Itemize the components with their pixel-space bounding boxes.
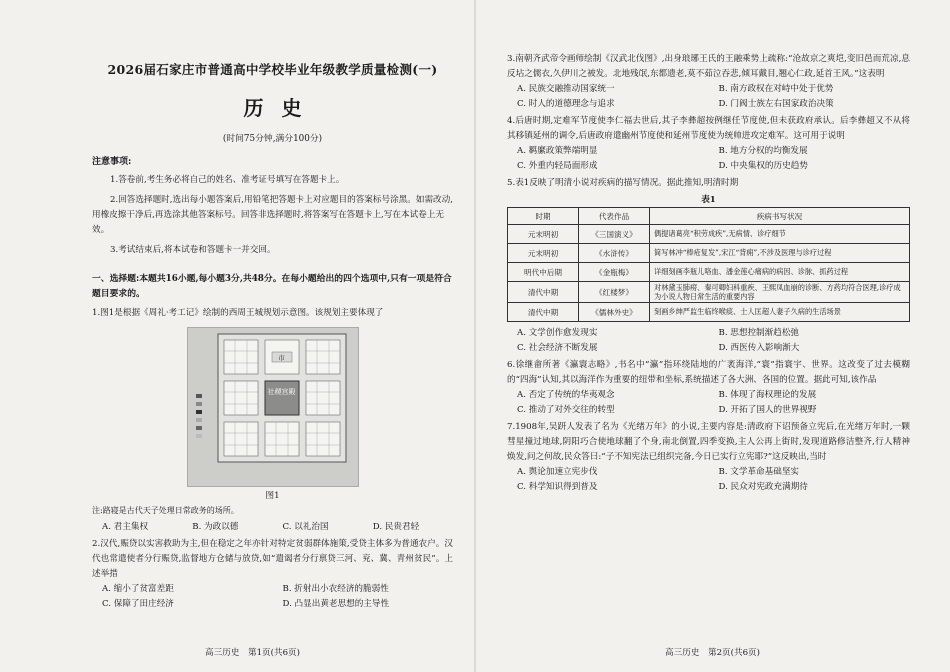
question-6-options: [507, 388, 910, 418]
table-row: [508, 244, 910, 263]
option-c: C. 时人的道德理念与追求: [517, 99, 615, 109]
option-d: D. 门阀士族左右国家政治决策: [718, 99, 834, 109]
option-a: A. 否定了传统的华夷观念: [517, 390, 615, 400]
figure-center-label: 社稷宫殿: [267, 388, 296, 396]
option-a: A. 羁縻政策弊端明显: [517, 146, 598, 156]
table-cell: 《红楼梦》: [579, 282, 650, 303]
option-d: D. 民贵君轻: [372, 522, 420, 532]
option-b: B. 折射出小农经济的脆弱性: [282, 584, 389, 594]
option-b: B. 南方政权在对峙中处于优势: [718, 84, 834, 94]
disease-writing-table: [507, 207, 910, 322]
figure-note: 注:路寝是古代天子处理日常政务的场所。: [92, 506, 239, 515]
option-c: C. 推动了对外交往的转型: [517, 405, 615, 415]
table-header: 代表作品: [579, 208, 650, 225]
figure-north-label: 市: [278, 354, 285, 362]
table-cell: 偶提诸葛亮“积劳成疾”,无病情、诊疗细节: [650, 225, 910, 244]
option-c: C. 社会经济不断发展: [517, 343, 598, 353]
question-2-options: [92, 582, 453, 612]
section-title: 一、选择题:本题共16小题,每小题3分,共48分。在每小题给出的四个选项中,只有一项是符合题目要求的。: [92, 274, 452, 299]
question-5-stem: 5.表1反映了明清小说对疾病的描写情况。据此推知,明清时期: [507, 178, 739, 188]
table-cell: 清代中期: [508, 282, 579, 303]
notice-title: 注意事项:: [92, 157, 132, 167]
table-header: 疾病书写状况: [650, 208, 910, 225]
option-a: A. 文学创作愈发现实: [517, 328, 598, 338]
table-cell: 《三国演义》: [579, 225, 650, 244]
question-4-stem: 4.后唐时期,定难军节度使李仁福去世后,其子李彝超按例继任节度使,但未获政府承认。后李彝超又不从将其移镇延州的调令,后唐政府遣幽州节度使和延州节度使为统帅进攻定难军。这可用于说明: [507, 116, 910, 141]
question-7-stem: 7.1908年,吴趼人发表了名为《光绪万年》的小说,主要内容是:清政府下诏预备立宪后,在光绪万年时,一颗彗星撞过地球,阴阳巧合使地球翻了个身,南北倒置,四季变换,主人公再上街时,发现道路修洁整齐,行人精神焕发,问之何故,民众答曰:“子不知宪法已组织完备,今日已实行立宪耶?”这反映出,当时: [507, 422, 910, 462]
option-b: B. 文学革命基础坚实: [718, 467, 800, 477]
option-b: B. 为政以德: [192, 522, 239, 532]
subject-title: 历史: [243, 96, 320, 120]
option-c: C. 外重内轻局面形成: [517, 161, 598, 171]
table-cell: 简写林冲“棒疮复发”,宋江“背痈”,不涉及医理与诊疗过程: [650, 244, 910, 263]
city-plan-diagram: [188, 328, 358, 486]
table-header: 时期: [508, 208, 579, 225]
option-c: C. 保障了田庄经济: [102, 599, 174, 609]
question-1-stem: 1.图1是根据《周礼·考工记》绘制的西周王城规划示意图。该规划主要体现了: [92, 308, 384, 318]
figure-caption: 图1: [265, 491, 280, 501]
page-2: [475, 0, 950, 672]
question-1-options: [92, 520, 453, 535]
option-a: A. 缩小了贫富差距: [102, 584, 174, 594]
question-2-stem: 2.汉代,赈贷以实害救助为主,但在稳定之年亦针对特定贫弱群体施策,受贷主体多为普通农户。汉代也常遣使者分行赈贷,监督地方仓储与放贷,如“遣谒者分行禀贷三河、兖、冀、青州贫民”。上述举措: [92, 539, 453, 579]
option-d: D. 凸显出黄老思想的主导性: [282, 599, 390, 609]
option-a: A. 民族交融推动国家统一: [517, 84, 615, 94]
notice-item: 3.考试结束后,将本试卷和答题卡一并交回。: [110, 245, 276, 255]
page-footer-right: 高三历史 第2页(共6页): [665, 648, 760, 658]
notice-item: 2.回答选择题时,选出每小题答案后,用铅笔把答题卡上对应题目的答案标号涂黑。如需改动,用橡皮擦干净后,再选涂其他答案标号。回答非选择题时,将答案写在答题卡上,写在本试卷上无效。: [92, 195, 453, 235]
option-b: B. 体现了海权理论的发展: [718, 390, 817, 400]
table-caption: 表1: [701, 195, 716, 205]
option-c: C. 以礼治国: [282, 522, 329, 532]
time-note: (时间75分钟,满分100分): [222, 134, 323, 144]
exam-title: 2026届石家庄市普通高中学校毕业年级教学质量检测(一): [107, 62, 438, 77]
table-cell: 《儒林外史》: [579, 303, 650, 322]
table-cell: 对林黛玉肺痨、秦可卿妇科重疾、王熙凤血崩的诊断、方药均符合医理,诊疗成为小说人物日常生活的重要内容: [650, 282, 910, 303]
table-row: [508, 282, 910, 303]
question-6-stem: 6.徐继畬所著《瀛寰志略》,书名中“瀛”指环绕陆地的广袤海洋,“寰”指寰宇、世界。这改变了过去模糊的“四海”认知,其以海洋作为重要的纽带和坐标,系统描述了各大洲、各国的位置。据此可知,该作品: [507, 360, 910, 385]
option-a: A. 君主集权: [102, 522, 149, 532]
table-row: [508, 303, 910, 322]
question-3-stem: 3.南朝齐武帝令画师绘制《汉武北伐图》,出身琅琊王氏的王融乘势上疏称:“沧故京之爽垲,变旧邑而荒凉,息反坫之儒衣,久伊川之被发。北地残氓,东都遗老,莫不茹泣吞悲,倾耳戴目,翘心仁政,延首王风。”这表明: [507, 54, 910, 79]
city-plan-figure: [187, 327, 359, 487]
question-7-options: [507, 465, 910, 495]
option-b: B. 地方分权的均衡发展: [718, 146, 808, 156]
option-d: D. 民众对宪政充满期待: [718, 482, 808, 492]
table-cell: 详细刻画李瓶儿咯血、潘金莲心痛病的病因、诊脉、抓药过程: [650, 263, 910, 282]
option-d: D. 开拓了国人的世界视野: [718, 405, 817, 415]
table-cell: 《水浒传》: [579, 244, 650, 263]
option-d: D. 西医传入影响渐大: [718, 343, 800, 353]
table-header-row: [508, 208, 910, 225]
question-3-options: [507, 82, 910, 112]
table-cell: 《金瓶梅》: [579, 263, 650, 282]
table-cell: 清代中期: [508, 303, 579, 322]
page-footer-left: 高三历史 第1页(共6页): [205, 648, 300, 658]
table-cell: 明代中后期: [508, 263, 579, 282]
question-5-options: [507, 326, 910, 356]
table-cell: 元末明初: [508, 225, 579, 244]
table-cell: 元末明初: [508, 244, 579, 263]
table-row: [508, 263, 910, 282]
question-4-options: [507, 144, 910, 174]
table-cell: 刻画乡绅严监生临终喉痰、士人匡超人妻子久病的生活场景: [650, 303, 910, 322]
table-row: [508, 225, 910, 244]
notice-item: 1.答卷前,考生务必将自己的姓名、准考证号填写在答题卡上。: [110, 175, 345, 185]
option-a: A. 舆论加速立宪步伐: [517, 467, 598, 477]
option-b: B. 思想控制渐趋松弛: [718, 328, 800, 338]
option-d: D. 中央集权的历史趋势: [718, 161, 808, 171]
option-c: C. 科学知识得到普及: [517, 482, 598, 492]
